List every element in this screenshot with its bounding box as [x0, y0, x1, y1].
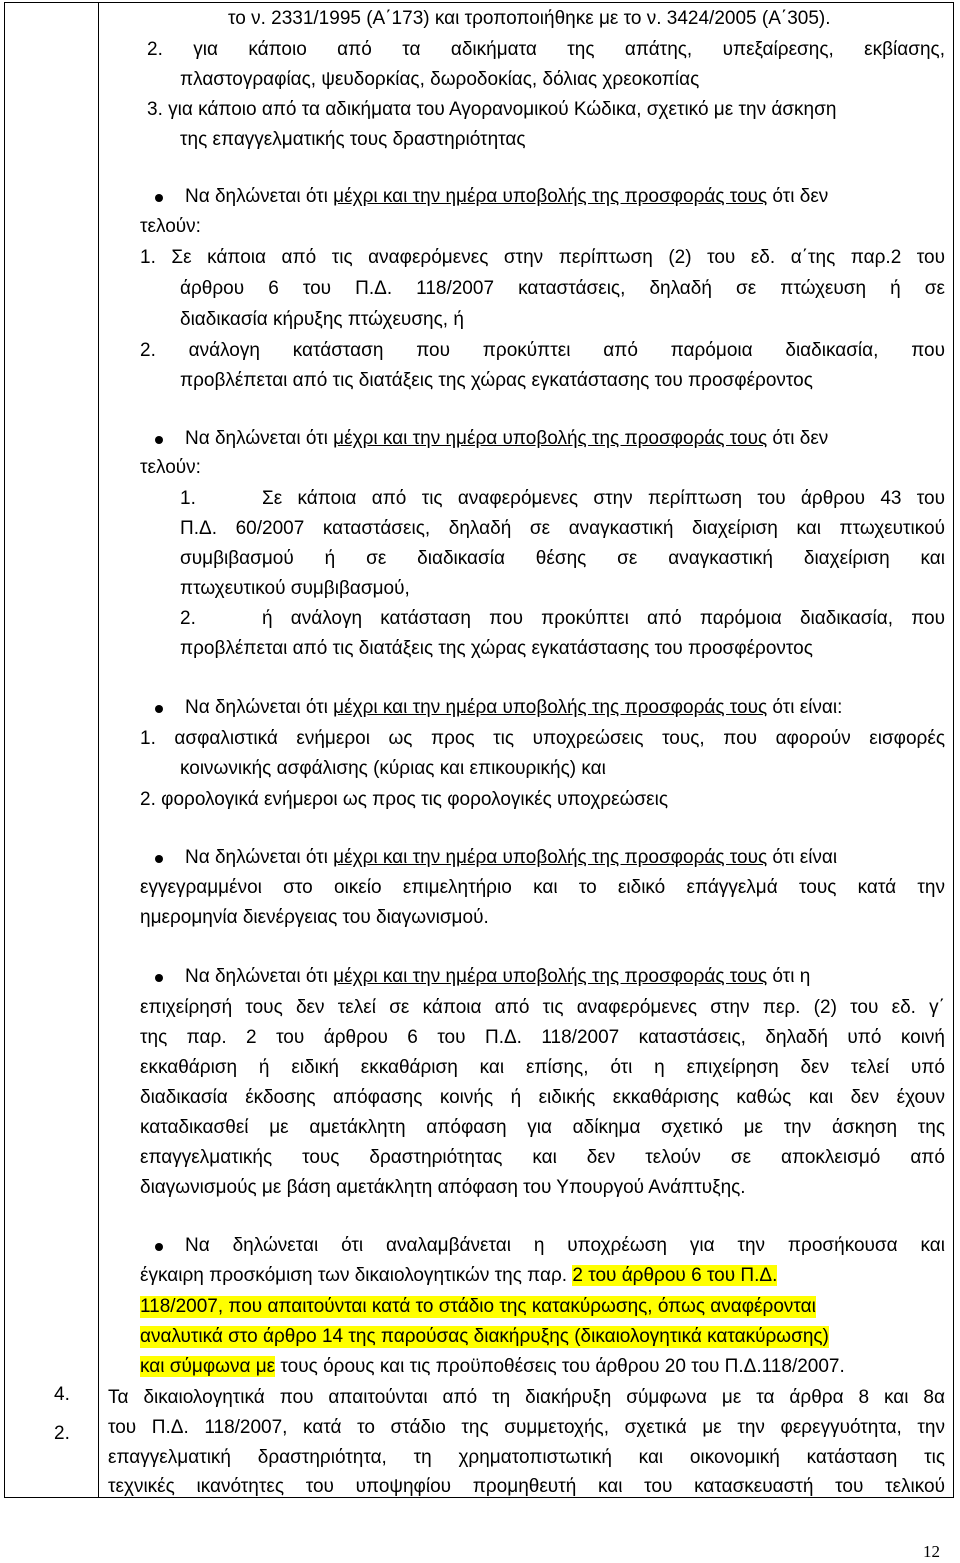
bottom-line-3: επαγγελματική δραστηριότητα, τη χρηματοπιστωτική και οικονομική κατάσταση τις — [108, 1447, 945, 1468]
s2-item-2-number: 2. — [180, 608, 196, 629]
bullet-icon — [155, 855, 163, 863]
s1-item-2a: 2. ανάλογη κατάσταση που προκύπτει από παρόμοια διαδικασία, που — [140, 340, 945, 361]
column-divider — [98, 3, 99, 1497]
top-line-1: το ν. 2331/1995 (Α΄173) και τροποποιήθηκε με το ν. 3424/2005 (Α΄305). — [228, 8, 831, 29]
s1-item-2b: προβλέπεται από τις διατάξεις της χώρας εγκατάστασης του προσφέροντος — [180, 370, 813, 391]
s5-line-1: Να δηλώνεται ότι μέχρι και την ημέρα υποβολής της προσφοράς τους ότι η — [185, 966, 811, 987]
bullet-icon — [155, 1243, 163, 1251]
subsection-number-2: 2. — [54, 1423, 70, 1444]
s2-item-2a: ή ανάλογη κατάσταση που προκύπτει από παρόμοια διαδικασία, που — [262, 608, 945, 629]
s5-line-4: εκκαθάριση ή ειδική εκκαθάριση και επίσης, ότι η επιχείρηση δεν τελεί υπό — [140, 1057, 945, 1078]
s6-line-4: αναλυτικά στο άρθρο 14 της παρούσας διακήρυξης (δικαιολογητικά κατακύρωσης) — [140, 1326, 829, 1347]
section-number-4: 4. — [54, 1384, 70, 1405]
bullet-icon — [155, 705, 163, 713]
s2-item-1c: συμβιβασμού ή σε διαδικασία θέσης σε αναγκαστική διαχείριση και — [180, 548, 945, 569]
bullet-icon — [155, 974, 163, 982]
bullet-icon — [155, 194, 163, 202]
s2-item-2b: προβλέπεται από τις διατάξεις της χώρας εγκατάστασης του προσφέροντος — [180, 638, 813, 659]
s2-item-1b: Π.Δ. 60/2007 καταστάσεις, δηλαδή σε αναγκαστική διαχείριση και πτωχευτικού — [180, 518, 945, 539]
s1-line-2: τελούν: — [140, 216, 201, 237]
s5-line-3: της παρ. 2 του άρθρου 6 του Π.Δ. 118/2007 καταστάσεις, δηλαδή υπό κοινή — [140, 1027, 945, 1048]
s1-line-1: Να δηλώνεται ότι μέχρι και την ημέρα υποβολής της προσφοράς τους ότι δεν — [185, 186, 829, 207]
s2-item-1a: Σε κάποια από τις αναφερόμενες στην περίπτωση του άρθρου 43 του — [262, 488, 945, 509]
s2-line-2: τελούν: — [140, 457, 201, 478]
s4-line-1: Να δηλώνεται ότι μέχρι και την ημέρα υποβολής της προσφοράς τους ότι είναι — [185, 847, 838, 868]
s1-item-1b: άρθρου 6 του Π.Δ. 118/2007 καταστάσεις, δηλαδή σε πτώχευση ή σε — [180, 278, 945, 299]
s5-line-7: επαγγελματικής τους δραστηριότητας και δεν τελούν σε αποκλεισμό από — [140, 1147, 945, 1168]
page-number: 12 — [923, 1542, 940, 1561]
bottom-line-2: του Π.Δ. 118/2007, κατά το στάδιο της συμμετοχής, σχετικά με την φερεγγυότητα, την — [108, 1417, 945, 1438]
bottom-line-4: τεχνικές ικανότητες του υποψηφίου προμηθευτή και του κατασκευαστή του τελικού — [108, 1476, 945, 1497]
s5-line-5: διαδικασία έκδοσης απόφασης κοινής ή ειδικής εκκαθάρισης καθώς και δεν έχουν — [140, 1087, 945, 1108]
s3-item-1a: 1. ασφαλιστικά ενήμεροι ως προς τις υποχρεώσεις τους, που αφορούν εισφορές — [140, 728, 945, 749]
s6-line-2: έγκαιρη προσκόμιση των δικαιολογητικών της παρ. 2 του άρθρου 6 του Π.Δ. — [140, 1265, 778, 1286]
s6-line-5: και σύμφωνα με τους όρους και τις προϋποθέσεις του άρθρου 20 του Π.Δ.118/2007. — [140, 1356, 845, 1377]
s4-line-2: εγγεγραμμένοι στο οικείο επιμελητήριο και το ειδικό επάγγελμά τους κατά την — [140, 877, 945, 898]
s1-item-1c: διαδικασία κήρυξης πτώχευσης, ή — [180, 309, 464, 330]
s6-line-3: 118/2007, που απαιτούνται κατά το στάδιο της κατακύρωσης, όπως αναφέρονται — [140, 1296, 816, 1317]
s5-line-8: διαγωνισμούς με βάση αμετάκλητη απόφαση του Υπουργού Ανάπτυξης. — [140, 1177, 746, 1198]
bottom-line-1: Τα δικαιολογητικά που απαιτούνται από τη διακήρυξη σύμφωνα με τα άρθρα 8 και 8α — [108, 1387, 945, 1408]
s2-item-1d: πτωχευτικού συμβιβασμού, — [180, 578, 410, 599]
top-line-5: της επαγγελματικής τους δραστηριότητας — [180, 129, 526, 150]
s6-line-1: Να δηλώνεται ότι αναλαμβάνεται η υποχρέωση για την προσήκουσα και — [185, 1235, 945, 1256]
s4-line-3: ημερομηνία διενέργειας του διαγωνισμού. — [140, 907, 489, 928]
s3-item-2a: 2. φορολογικά ενήμεροι ως προς τις φορολογικές υποχρεώσεις — [140, 789, 668, 810]
s5-line-2: επιχείρησή τους δεν τελεί σε κάποια από τις αναφερόμενες στην περ. (2) του εδ. γ΄ — [140, 997, 945, 1018]
s3-line-1: Να δηλώνεται ότι μέχρι και την ημέρα υποβολής της προσφοράς τους ότι είναι: — [185, 697, 843, 718]
top-line-2: 2. για κάποιο από τα αδικήματα της απάτης, υπεξαίρεσης, εκβίασης, — [147, 39, 945, 60]
bullet-icon — [155, 436, 163, 444]
top-line-4: 3. για κάποιο από τα αδικήματα του Αγορανομικού Κώδικα, σχετικό με την άσκηση — [147, 99, 837, 120]
s2-line-1: Να δηλώνεται ότι μέχρι και την ημέρα υποβολής της προσφοράς τους ότι δεν — [185, 428, 829, 449]
s2-item-1-number: 1. — [180, 488, 196, 509]
s5-line-6: καταδικασθεί με αμετάκλητη απόφαση για αδίκημα σχετικό με την άσκηση της — [140, 1117, 945, 1138]
s1-item-1a: 1. Σε κάποια από τις αναφερόμενες στην περίπτωση (2) του εδ. α΄της παρ.2 του — [140, 247, 945, 268]
s3-item-1b: κοινωνικής ασφάλισης (κύριας και επικουρικής) και — [180, 758, 606, 779]
top-line-3: πλαστογραφίας, ψευδορκίας, δωροδοκίας, δόλιας χρεοκοπίας — [180, 69, 700, 90]
